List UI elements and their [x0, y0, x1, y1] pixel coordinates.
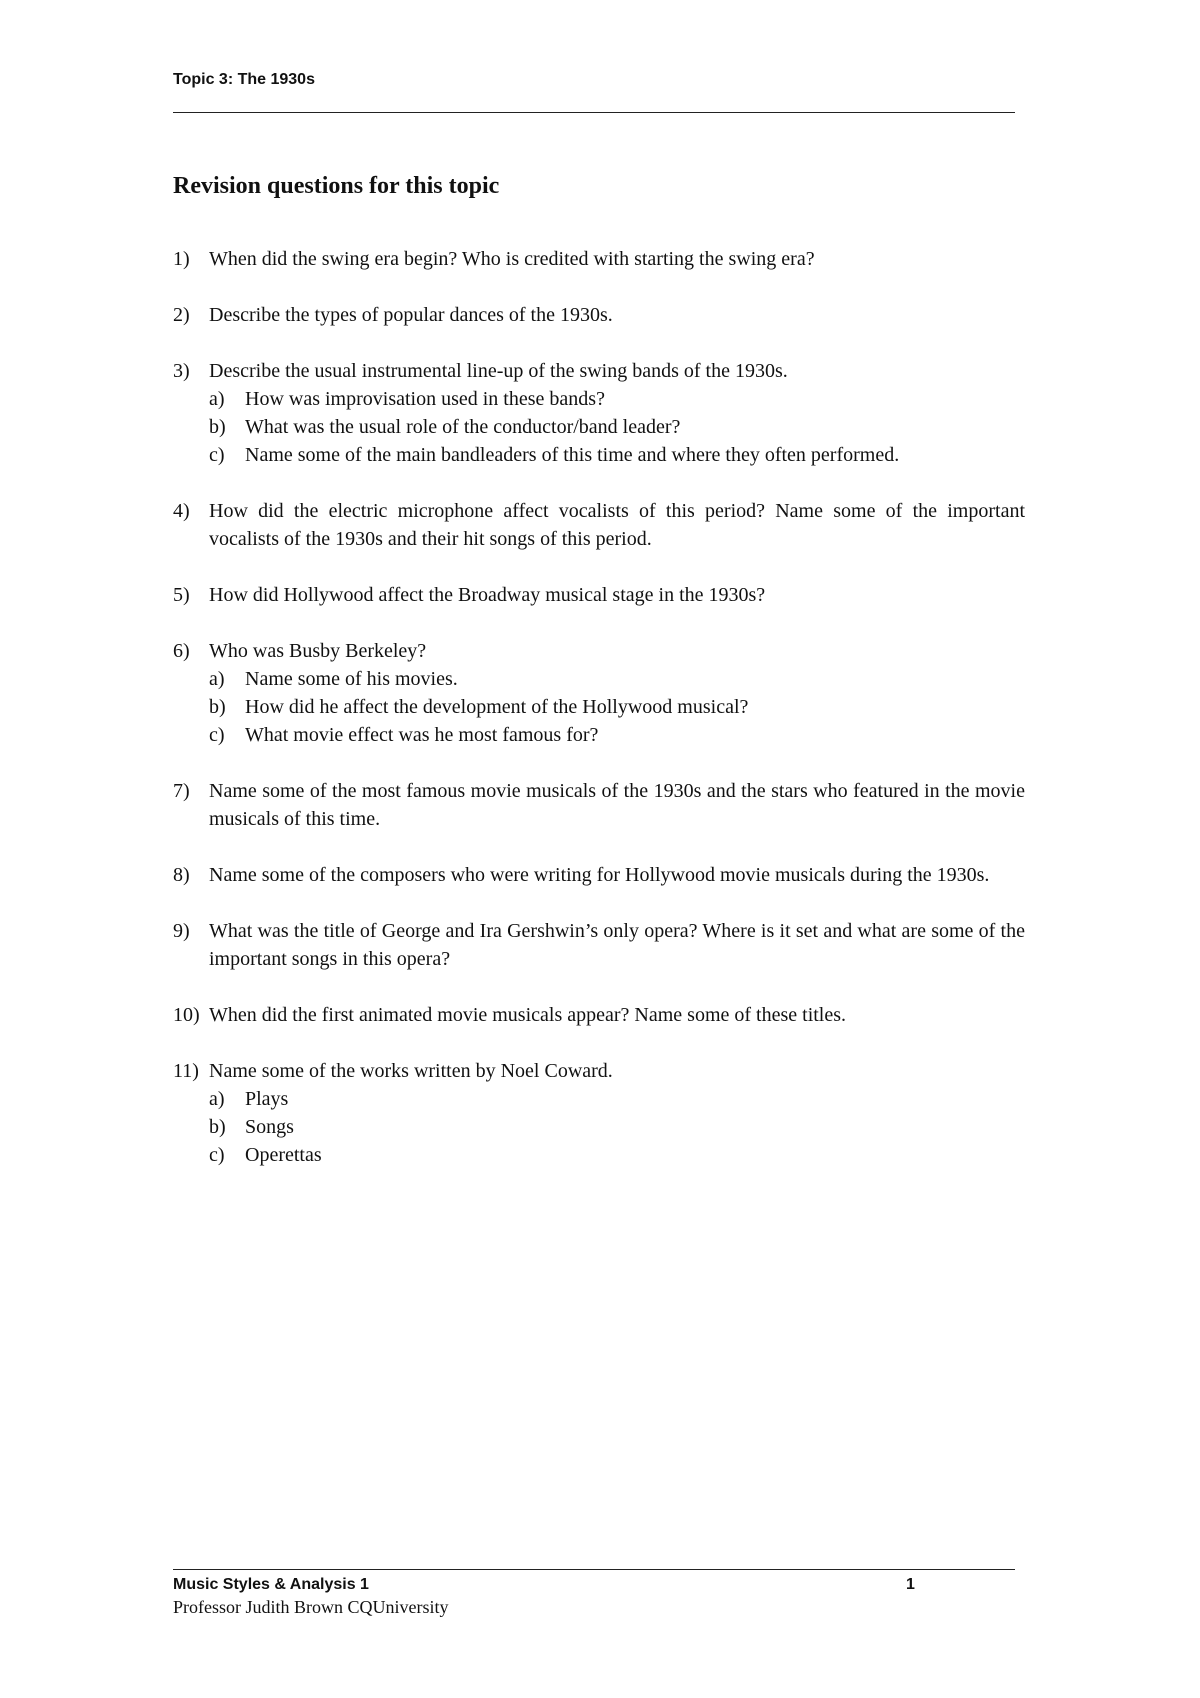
- question-number: 5): [173, 584, 190, 606]
- question-body: [209, 861, 1025, 889]
- sub-question-item: [209, 1085, 1025, 1113]
- question-text: Name some of the composers who were writing for Hollywood movie musicals during the 1930s.: [209, 864, 990, 886]
- sub-question-item: [209, 693, 1025, 721]
- footer-author: Professor Judith Brown CQUniversity: [173, 1597, 449, 1617]
- question-body: [209, 301, 1025, 329]
- question-text: When did the swing era begin? Who is credited with starting the swing era?: [209, 248, 815, 270]
- footer-divider: [173, 1569, 1015, 1570]
- question-number: 3): [173, 360, 190, 382]
- question-item: [173, 357, 1025, 469]
- question-item: [173, 581, 1025, 609]
- sub-question-letter: a): [209, 668, 225, 690]
- sub-question-list: [209, 665, 1025, 749]
- question-item: [173, 301, 1025, 329]
- sub-question-text: Plays: [245, 1088, 289, 1110]
- question-item: [173, 497, 1025, 553]
- question-item: [173, 917, 1025, 973]
- question-number: 8): [173, 864, 190, 886]
- sub-question-text: Name some of his movies.: [245, 668, 458, 690]
- sub-question-item: [209, 441, 1025, 469]
- question-item: [173, 861, 1025, 889]
- question-item: [173, 1057, 1025, 1169]
- question-text: Describe the types of popular dances of the 1930s.: [209, 304, 613, 326]
- question-number: 6): [173, 640, 190, 662]
- question-text: When did the first animated movie musicals appear? Name some of these titles.: [209, 1004, 847, 1026]
- question-text: What was the title of George and Ira Gershwin’s only opera? Where is it set and what are some of the important songs in this opera?: [209, 920, 1025, 970]
- question-body: [209, 917, 1025, 973]
- sub-question-letter: a): [209, 388, 225, 410]
- question-number: 7): [173, 780, 190, 802]
- question-body: [209, 1057, 1025, 1169]
- question-body: [209, 777, 1025, 833]
- question-body: [209, 1001, 1025, 1029]
- sub-question-letter: c): [209, 444, 225, 466]
- question-text: How did Hollywood affect the Broadway musical stage in the 1930s?: [209, 584, 766, 606]
- question-text: Name some of the most famous movie musicals of the 1930s and the stars who featured in the movie musicals of this time.: [209, 780, 1025, 830]
- sub-question-item: [209, 413, 1025, 441]
- question-list: [173, 245, 1025, 1197]
- sub-question-item: [209, 1141, 1025, 1169]
- question-number: 4): [173, 500, 190, 522]
- sub-question-letter: c): [209, 724, 225, 746]
- sub-question-text: How did he affect the development of the Hollywood musical?: [245, 696, 749, 718]
- question-number: 11): [173, 1060, 199, 1082]
- sub-question-letter: c): [209, 1144, 225, 1166]
- question-item: [173, 637, 1025, 749]
- page-number: 1: [906, 1576, 915, 1593]
- question-body: [209, 357, 1025, 469]
- question-text: Describe the usual instrumental line-up of the swing bands of the 1930s.: [209, 360, 788, 382]
- page-title: Revision questions for this topic: [173, 173, 500, 199]
- question-body: [209, 497, 1025, 553]
- header-topic: Topic 3: The 1930s: [173, 71, 315, 88]
- sub-question-text: Name some of the main bandleaders of this time and where they often performed.: [245, 444, 900, 466]
- question-number: 2): [173, 304, 190, 326]
- sub-question-item: [209, 385, 1025, 413]
- question-number: 9): [173, 920, 190, 942]
- question-item: [173, 777, 1025, 833]
- sub-question-letter: b): [209, 416, 226, 438]
- sub-question-text: Operettas: [245, 1144, 322, 1166]
- question-body: [209, 637, 1025, 749]
- question-body: [209, 581, 1025, 609]
- question-body: [209, 245, 1025, 273]
- question-text: Who was Busby Berkeley?: [209, 640, 427, 662]
- question-text: Name some of the works written by Noel Coward.: [209, 1060, 613, 1082]
- footer-course: Music Styles & Analysis 1: [173, 1576, 369, 1593]
- header-divider: [173, 112, 1015, 113]
- sub-question-item: [209, 721, 1025, 749]
- question-item: [173, 1001, 1025, 1029]
- question-number: 10): [173, 1004, 200, 1026]
- sub-question-item: [209, 665, 1025, 693]
- question-text: How did the electric microphone affect vocalists of this period? Name some of the important vocalists of the 1930s and their hit songs of this period.: [209, 500, 1025, 550]
- sub-question-text: What movie effect was he most famous for?: [245, 724, 599, 746]
- sub-question-list: [209, 1085, 1025, 1169]
- question-item: [173, 245, 1025, 273]
- sub-question-text: Songs: [245, 1116, 294, 1138]
- sub-question-text: What was the usual role of the conductor/band leader?: [245, 416, 681, 438]
- sub-question-item: [209, 1113, 1025, 1141]
- sub-question-text: How was improvisation used in these bands?: [245, 388, 605, 410]
- question-number: 1): [173, 248, 190, 270]
- sub-question-list: [209, 385, 1025, 469]
- sub-question-letter: b): [209, 1116, 226, 1138]
- sub-question-letter: b): [209, 696, 226, 718]
- sub-question-letter: a): [209, 1088, 225, 1110]
